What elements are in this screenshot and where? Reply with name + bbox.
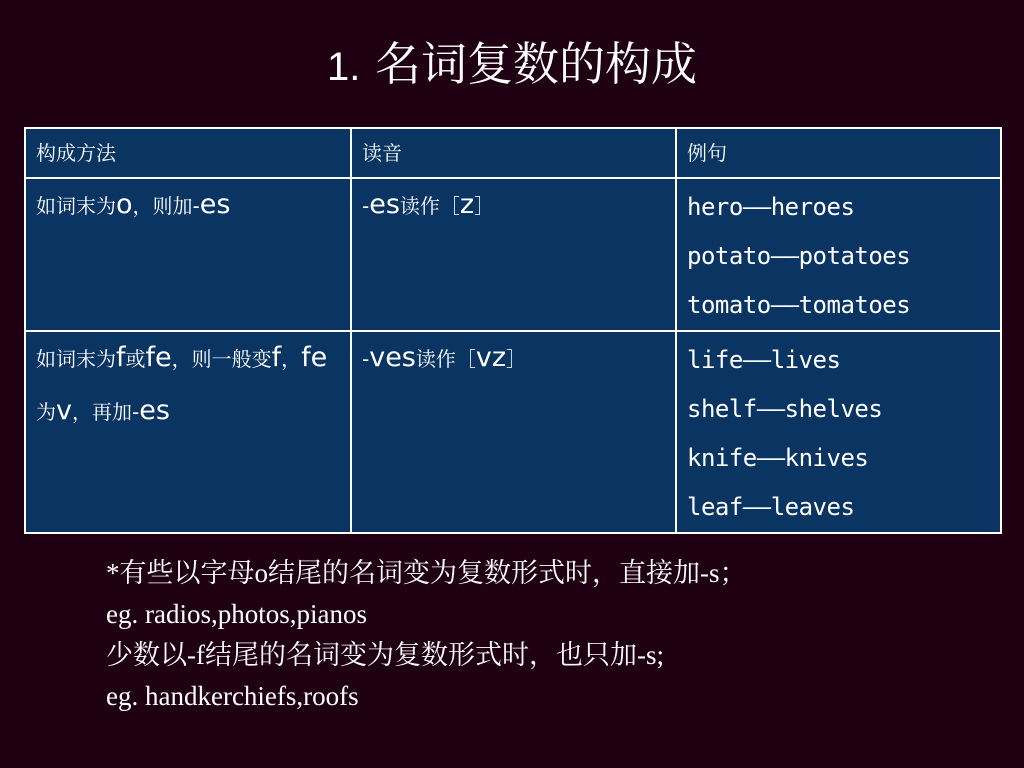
example-line: leaf——leaves	[687, 493, 855, 521]
example-line: shelf——shelves	[687, 395, 883, 423]
row2-m8: fe	[301, 342, 328, 373]
row2-m12: es	[139, 395, 170, 426]
slide-title	[0, 32, 1024, 99]
row1-examples	[687, 179, 990, 330]
table-row	[25, 331, 1001, 533]
row1-method-text	[36, 179, 340, 232]
notes-block	[106, 553, 1006, 717]
row1-method-mid: ，则加-	[132, 194, 200, 218]
row2-m1: 如词末为	[36, 347, 116, 371]
row1-sound-cell	[351, 178, 676, 331]
row1-sound-prefix: -	[362, 194, 370, 218]
row2-m10: v	[56, 395, 72, 426]
row2-examples	[687, 332, 990, 532]
row2-m11: ，再加-	[71, 400, 140, 424]
header-example: 例句	[676, 128, 1001, 178]
note-line: 少数以-f结尾的名词变为复数形式时，也只加-s;	[106, 640, 664, 670]
row1-method-suffix: es	[199, 189, 231, 220]
row2-m2: f	[116, 342, 126, 373]
row1-sound-mid: 读作［	[399, 194, 460, 218]
row2-m6: f	[271, 342, 282, 373]
example-line: life——lives	[687, 346, 841, 374]
row2-sound-end: ］	[506, 347, 527, 371]
row2-sound-prefix: -	[362, 347, 370, 371]
row2-m5: ，则一般变	[171, 347, 272, 371]
row2-example-cell	[676, 331, 1001, 533]
example-line: tomato——tomatoes	[687, 291, 911, 319]
note-line: eg. radios,photos,pianos	[106, 599, 367, 629]
row2-m3: 或	[125, 347, 146, 371]
plural-rules-table	[24, 127, 1002, 534]
row2-sound-text	[362, 332, 665, 385]
row2-method-text	[36, 332, 340, 438]
row1-sound-text	[362, 179, 665, 232]
row2-sound-latin: ves	[369, 342, 416, 373]
row1-method-cell	[25, 178, 351, 331]
row1-sound-ipa: z	[459, 189, 475, 220]
row1-method-prefix: 如词末为	[36, 194, 116, 218]
table-header-row	[25, 128, 1001, 178]
row2-m9: 为	[36, 400, 56, 424]
row2-sound-mid: 读作［	[415, 347, 476, 371]
note-line: eg. handkerchiefs,roofs	[106, 681, 359, 711]
row2-m4: fe	[145, 342, 172, 373]
row2-m7: ，	[281, 347, 302, 371]
row2-method-cell	[25, 331, 351, 533]
row2-sound-cell	[351, 331, 676, 533]
header-sound: 读音	[351, 128, 676, 178]
row1-sound-end: ］	[474, 194, 495, 218]
example-line: potato——potatoes	[687, 242, 911, 270]
row1-sound-latin: es	[369, 189, 400, 220]
table-row	[25, 178, 1001, 331]
row1-method-letter: o	[116, 189, 133, 220]
row2-sound-ipa: vz	[475, 342, 507, 373]
title-number: 1.	[327, 45, 361, 89]
header-method: 构成方法	[25, 128, 351, 178]
row1-example-cell	[676, 178, 1001, 331]
example-line: knife——knives	[687, 444, 869, 472]
title-text: 名词复数的构成	[374, 37, 697, 91]
note-line: *有些以字母o结尾的名词变为复数形式时，直接加-s；	[106, 558, 747, 588]
example-line: hero——heroes	[687, 193, 855, 221]
